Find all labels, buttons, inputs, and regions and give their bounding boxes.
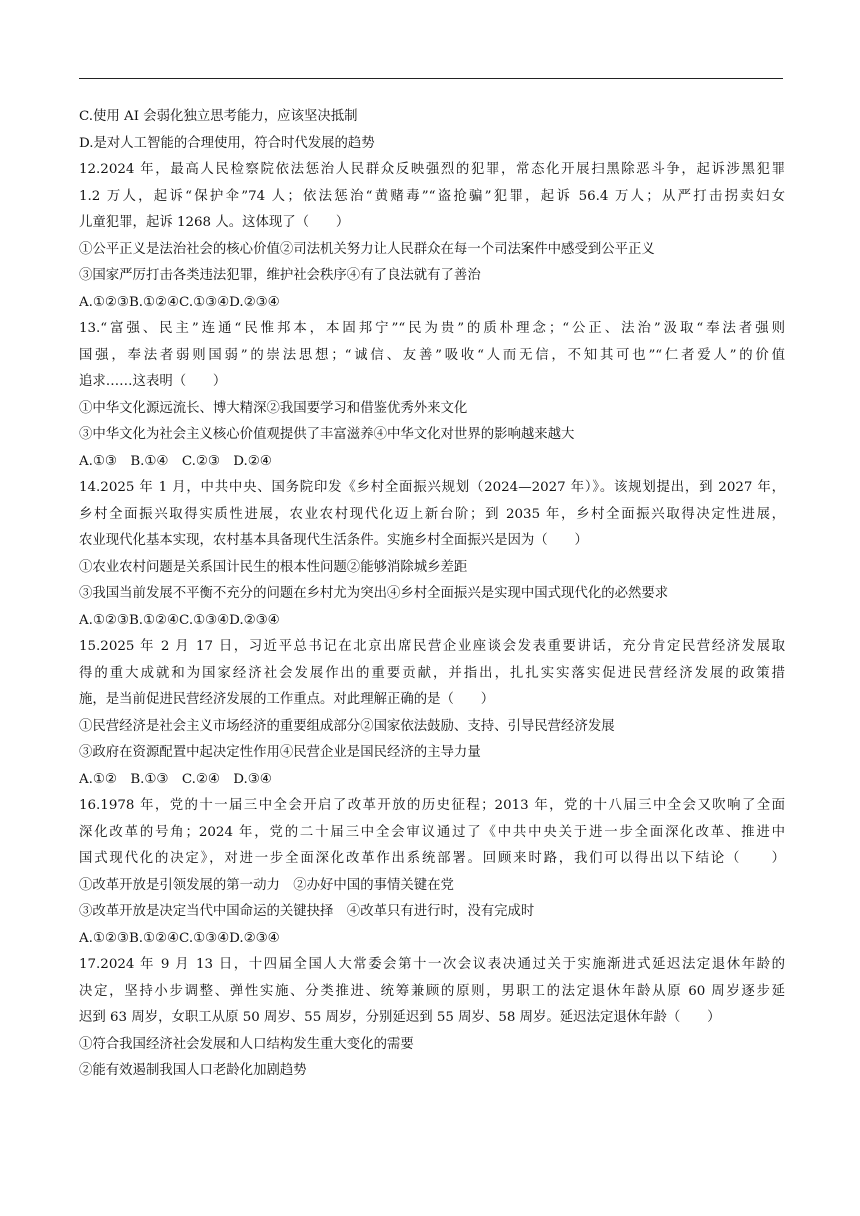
statement-line: ①民营经济是社会主义市场经济的重要组成部分②国家依法鼓励、支持、引导民营经济发展 <box>79 718 615 734</box>
statement-line: ③中华文化为社会主义核心价值观提供了丰富滋养④中华文化对世界的影响越来越大 <box>79 427 575 442</box>
answer-choices-line: A.①② B.①③ C.②④ D.③④ <box>79 771 272 787</box>
question-stem-line: 迟到 63 周岁，女职工从原 50 周岁、55 周岁，分别延迟到 55 周岁、58 周岁。延迟法定退休年龄（ ） <box>79 1010 721 1025</box>
question-stem-line: 追求……这表明（ ） <box>79 374 227 389</box>
question-stem-line: 乡村全面振兴取得实质性进展，农业农村现代化迈上新台阶；到 2035 年，乡村全面振兴取得决定性进展， <box>79 506 785 522</box>
question-stem-line: 施，是当前促进民营经济发展的工作重点。对此理解正确的是（ ） <box>79 692 495 707</box>
statement-line: ①改革开放是引领发展的第一动力 ②办好中国的事情关键在党 <box>79 877 454 893</box>
answer-option-line: D.是对人工智能的合理使用，符合时代发展的趋势 <box>79 135 375 151</box>
question-stem-line: 16.1978 年，党的十一届三中全会开启了改革开放的历史征程；2013 年，党的十八届三中全会又吹响了全面 <box>79 798 785 813</box>
statement-line: ①中华文化源远流长、博大精深②我国要学习和借鉴优秀外来文化 <box>79 400 468 416</box>
header-rule <box>79 78 783 79</box>
question-stem-line: 决定，坚持小步调整、弹性实施、分类推进、统筹兼顾的原则，男职工的法定退休年龄从原 60 周岁逐步延 <box>79 983 785 999</box>
question-stem-line: 17.2024 年 9 月 13 日，十四届全国人大常委会第十一次会议表决通过关于实施渐进式延迟法定退休年龄的 <box>79 957 785 972</box>
answer-choices-line: A.①②③B.①②④C.①③④D.②③④ <box>79 930 280 946</box>
question-stem-line: 1.2 万人，起诉“保护伞”74 人；依法惩治“黄赌毒”“盗抢骗”犯罪，起诉 56.4 万人；从严打击拐卖妇女 <box>79 188 785 204</box>
statement-line: ③改革开放是决定当代中国命运的关键抉择 ④改革只有进行时，没有完成时 <box>79 904 535 919</box>
question-stem-line: 国强，奉法者弱则国弱”的崇法思想；“诚信、友善”吸收“人而无信，不知其可也”“仁者爱人”的价值 <box>79 347 785 363</box>
statement-line: ①公平正义是法治社会的核心价值②司法机关努力让人民群众在每一个司法案件中感受到公平正义 <box>79 241 655 257</box>
answer-choices-line: A.①②③B.①②④C.①③④D.②③④ <box>79 612 280 628</box>
statement-line: ③国家严厉打击各类违法犯罪，维护社会秩序④有了良法就有了善治 <box>79 268 481 283</box>
question-stem-line: 农业现代化基本实现，农村基本具备现代生活条件。实施乡村全面振兴是因为（ ） <box>79 533 588 548</box>
statement-line: ①符合我国经济社会发展和人口结构发生重大变化的需要 <box>79 1036 414 1052</box>
statement-line: ①农业农村问题是关系国计民生的根本性问题②能够消除城乡差距 <box>79 559 468 575</box>
statement-line: ③政府在资源配置中起决定性作用④民营企业是国民经济的主导力量 <box>79 745 481 760</box>
question-stem-line: 12.2024 年，最高人民检察院依法惩治人民群众反映强烈的犯罪，常态化开展扫黑除恶斗争，起诉涉黑犯罪 <box>79 162 785 177</box>
question-stem-line: 得的重大成就和为国家经济社会发展作出的重要贡献，并指出，扎扎实实落实促进民营经济发展的政策措 <box>79 665 785 681</box>
question-stem-line: 儿童犯罪，起诉 1268 人。这体现了（ ） <box>79 215 350 230</box>
statement-line: ③我国当前发展不平衡不充分的问题在乡村尤为突出④乡村全面振兴是实现中国式现代化的必然要求 <box>79 586 669 601</box>
question-stem-line: 14.2025 年 1 月，中共中央、国务院印发《乡村全面振兴规划（2024—2027 年）》。该规划提出，到 2027 年， <box>79 480 785 495</box>
statement-line: ②能有效遏制我国人口老龄化加剧趋势 <box>79 1063 307 1078</box>
question-stem-line: 13.“富强、民主”连通“民惟邦本，本固邦宁”“民为贵”的质朴理念；“公正、法治”汲取“奉法者强则 <box>79 321 785 336</box>
answer-choices-line: A.①③ B.①④ C.②③ D.②④ <box>79 453 272 469</box>
exam-page-content <box>79 104 785 1085</box>
question-stem-line: 国式现代化的决定》，对进一步全面深化改革作出系统部署。回顾来时路，我们可以得出以下结论（ ） <box>79 851 785 866</box>
question-stem-line: 深化改革的号角；2024 年，党的二十届三中全会审议通过了《中共中央关于进一步全面深化改革、推进中 <box>79 824 785 840</box>
answer-option-line: C.使用 AI 会弱化独立思考能力，应该坚决抵制 <box>79 109 358 124</box>
question-stem-line: 15.2025 年 2 月 17 日，习近平总书记在北京出席民营企业座谈会发表重要讲话，充分肯定民营经济发展取 <box>79 639 785 654</box>
answer-choices-line: A.①②③B.①②④C.①③④D.②③④ <box>79 294 280 310</box>
